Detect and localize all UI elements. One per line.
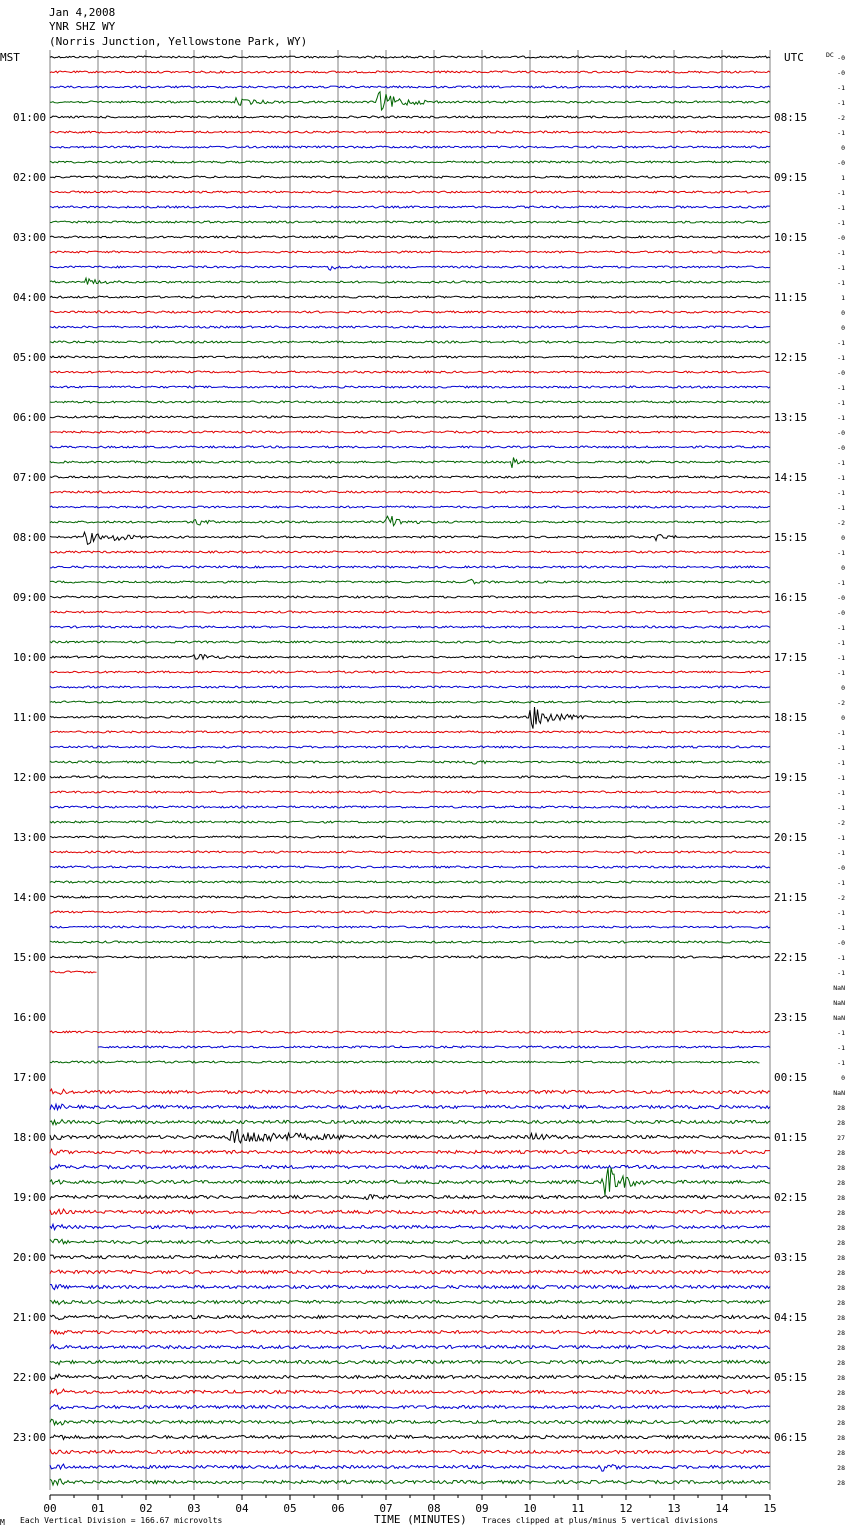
trace-group: [50, 56, 770, 1485]
mst-hour-label: 11:00: [13, 711, 47, 724]
chart-date: Jan 4,2008: [49, 6, 116, 19]
dc-value: 28: [837, 1104, 845, 1112]
dc-value: 28: [837, 1344, 845, 1352]
trace-47: [50, 761, 770, 764]
dc-value: -0: [837, 369, 845, 377]
trace-80: [50, 1255, 770, 1258]
trace-11: [50, 221, 770, 223]
trace-1: [50, 71, 770, 73]
dc-value: 0: [841, 309, 845, 317]
trace-22: [50, 386, 770, 388]
trace-92: [50, 1435, 770, 1439]
utc-hour-label: 09:15: [774, 171, 808, 184]
trace-26: [50, 446, 770, 448]
trace-85: [50, 1330, 770, 1334]
mst-hour-label: 22:00: [13, 1371, 47, 1384]
dc-value: -1: [837, 1059, 845, 1067]
trace-58: [50, 926, 770, 928]
dc-value: 28: [837, 1314, 845, 1322]
trace-67: [50, 1061, 770, 1063]
dc-value: -1: [837, 849, 845, 857]
utc-hour-label: 03:15: [774, 1251, 808, 1264]
dc-value: 28: [837, 1164, 845, 1172]
x-tick-label: 09: [475, 1502, 489, 1515]
trace-20: [50, 356, 770, 358]
mst-hour-label: 02:00: [13, 171, 47, 184]
trace-54: [50, 866, 770, 868]
mst-hour-labels: [13, 111, 46, 1444]
dc-value: -2: [837, 819, 845, 827]
trace-32: [50, 532, 770, 544]
x-tick-label: 15: [763, 1502, 777, 1515]
trace-83: [50, 1300, 770, 1304]
dc-value: -0: [837, 234, 845, 242]
dc-value: 28: [837, 1194, 845, 1202]
dc-value: 28: [837, 1479, 845, 1487]
trace-9: [50, 191, 770, 193]
mst-hour-label: 13:00: [13, 831, 47, 844]
trace-30: [50, 506, 770, 508]
mst-hour-label: 09:00: [13, 591, 47, 604]
trace-41: [50, 671, 770, 673]
trace-42: [50, 686, 770, 688]
corner-mark: M: [0, 1518, 5, 1527]
mst-hour-label: 21:00: [13, 1311, 47, 1324]
dc-value: 28: [837, 1434, 845, 1442]
trace-61: [50, 971, 770, 973]
utc-hour-label: 08:15: [774, 111, 808, 124]
utc-hour-label: 17:15: [774, 651, 808, 664]
dc-value: 1: [841, 294, 845, 302]
dc-value: -1: [837, 774, 845, 782]
x-tick-label: 03: [187, 1502, 201, 1515]
trace-44: [50, 707, 770, 729]
dc-value: -1: [837, 789, 845, 797]
x-tick-label: 08: [427, 1502, 441, 1515]
trace-10: [50, 206, 770, 208]
trace-90: [50, 1405, 770, 1410]
x-tick-label: 06: [331, 1502, 345, 1515]
dc-value: -2: [837, 699, 845, 707]
trace-86: [50, 1345, 770, 1349]
utc-hour-label: 16:15: [774, 591, 808, 604]
trace-45: [50, 731, 770, 733]
trace-94: [50, 1464, 770, 1471]
trace-28: [50, 476, 770, 478]
trace-29: [50, 491, 770, 493]
dc-value: 28: [837, 1269, 845, 1277]
trace-79: [50, 1239, 770, 1244]
trace-43: [50, 701, 770, 703]
utc-hour-label: 18:15: [774, 711, 808, 724]
dc-value: -1: [837, 669, 845, 677]
trace-4: [50, 116, 770, 118]
utc-hour-label: 10:15: [774, 231, 808, 244]
utc-hour-label: 23:15: [774, 1011, 808, 1024]
dc-value: -1: [837, 279, 845, 287]
right-axis-title: UTC: [784, 51, 804, 64]
trace-55: [50, 881, 770, 883]
trace-23: [50, 401, 770, 403]
trace-24: [50, 416, 770, 418]
trace-69: [50, 1089, 770, 1094]
trace-76: [50, 1195, 770, 1200]
trace-14: [50, 266, 770, 270]
dc-value: -2: [837, 519, 845, 527]
trace-16: [50, 296, 770, 298]
dc-value: -1: [837, 879, 845, 887]
dc-value: NaN: [833, 984, 845, 992]
vertical-division-note: Each Vertical Division = 166.67 microvolts: [20, 1516, 223, 1525]
trace-15: [50, 278, 770, 284]
trace-49: [50, 791, 770, 793]
dc-value: -1: [837, 264, 845, 272]
dc-value: -1: [837, 474, 845, 482]
dc-value: NaN: [833, 999, 845, 1007]
utc-hour-label: 01:15: [774, 1131, 808, 1144]
trace-36: [50, 596, 770, 598]
trace-53: [50, 851, 770, 853]
x-tick-label: 01: [91, 1502, 105, 1515]
trace-35: [50, 579, 770, 584]
x-tick-label: 00: [43, 1502, 57, 1515]
trace-37: [50, 611, 770, 613]
trace-40: [50, 654, 770, 659]
dc-value: 28: [837, 1239, 845, 1247]
trace-25: [50, 431, 770, 433]
trace-87: [50, 1360, 770, 1364]
dc-value: 0: [841, 684, 845, 692]
dc-value: NaN: [833, 1014, 845, 1022]
dc-value: -1: [837, 489, 845, 497]
trace-71: [50, 1120, 770, 1125]
trace-50: [50, 806, 770, 808]
dc-value: -1: [837, 339, 845, 347]
trace-39: [50, 641, 770, 643]
trace-33: [50, 551, 770, 553]
trace-60: [50, 956, 770, 958]
station-location: (Norris Junction, Yellowstone Park, WY): [49, 35, 308, 48]
dc-value: -1: [837, 624, 845, 632]
dc-value: -1: [837, 954, 845, 962]
utc-hour-label: 15:15: [774, 531, 808, 544]
trace-65: [50, 1031, 770, 1033]
dc-value: 28: [837, 1224, 845, 1232]
trace-93: [50, 1449, 770, 1454]
trace-38: [50, 626, 770, 628]
dc-value: NaN: [833, 1089, 845, 1097]
utc-hour-label: 20:15: [774, 831, 808, 844]
dc-value: 28: [837, 1389, 845, 1397]
mst-hour-label: 06:00: [13, 411, 47, 424]
dc-value: 28: [837, 1404, 845, 1412]
dc-value: 28: [837, 1299, 845, 1307]
dc-value: -1: [837, 924, 845, 932]
x-tick-label: 02: [139, 1502, 153, 1515]
dc-value: 27: [837, 1134, 845, 1142]
dc-value: 28: [837, 1179, 845, 1187]
dc-title: DC: [826, 51, 834, 59]
x-tick-label: 10: [523, 1502, 537, 1515]
trace-48: [50, 776, 770, 778]
dc-value: -1: [837, 414, 845, 422]
utc-hour-label: 02:15: [774, 1191, 808, 1204]
trace-89: [50, 1389, 770, 1394]
dc-value: -1: [837, 219, 845, 227]
dc-value: -1: [837, 99, 845, 107]
dc-value: 28: [837, 1329, 845, 1337]
trace-70: [50, 1104, 770, 1110]
utc-hour-label: 22:15: [774, 951, 808, 964]
trace-91: [50, 1419, 770, 1425]
mst-hour-label: 18:00: [13, 1131, 47, 1144]
trace-51: [50, 821, 770, 823]
dc-value: -0: [837, 864, 845, 872]
mst-hour-label: 08:00: [13, 531, 47, 544]
dc-value: 0: [841, 324, 845, 332]
utc-hour-label: 06:15: [774, 1431, 808, 1444]
trace-72: [50, 1129, 770, 1143]
dc-value: -1: [837, 1044, 845, 1052]
dc-value: -1: [837, 909, 845, 917]
station-code: YNR SHZ WY: [49, 20, 116, 33]
dc-value: -1: [837, 654, 845, 662]
trace-27: [50, 457, 770, 467]
x-tick-label: 14: [715, 1502, 729, 1515]
dc-value: 0: [841, 534, 845, 542]
mst-hour-label: 10:00: [13, 651, 47, 664]
trace-5: [50, 131, 770, 133]
dc-value: -1: [837, 204, 845, 212]
trace-57: [50, 911, 770, 913]
x-tick-label: 11: [571, 1502, 585, 1515]
trace-84: [50, 1315, 770, 1319]
dc-value: -1: [837, 549, 845, 557]
dc-value: -1: [837, 249, 845, 257]
utc-hour-label: 00:15: [774, 1071, 808, 1084]
dc-value: -1: [837, 969, 845, 977]
trace-31: [50, 516, 770, 526]
x-axis-title: TIME (MINUTES): [374, 1513, 467, 1526]
trace-46: [50, 746, 770, 748]
trace-2: [50, 86, 770, 88]
dc-value: -1: [837, 639, 845, 647]
trace-59: [50, 941, 770, 943]
trace-77: [50, 1209, 770, 1214]
trace-6: [50, 146, 770, 148]
trace-95: [50, 1479, 770, 1485]
dc-value: 28: [837, 1464, 845, 1472]
dc-offset-labels: [833, 54, 845, 1487]
mst-hour-label: 23:00: [13, 1431, 47, 1444]
dc-value: 0: [841, 144, 845, 152]
trace-75: [50, 1168, 770, 1196]
dc-value: 0: [841, 1074, 845, 1082]
trace-73: [50, 1149, 770, 1155]
mst-hour-label: 17:00: [13, 1071, 47, 1084]
mst-hour-label: 15:00: [13, 951, 47, 964]
trace-7: [50, 161, 770, 163]
dc-value: -1: [837, 354, 845, 362]
mst-hour-label: 04:00: [13, 291, 47, 304]
trace-56: [50, 896, 770, 898]
mst-hour-label: 14:00: [13, 891, 47, 904]
dc-value: 28: [837, 1149, 845, 1157]
trace-18: [50, 326, 770, 328]
trace-8: [50, 176, 770, 178]
trace-81: [50, 1270, 770, 1274]
dc-value: -0: [837, 609, 845, 617]
trace-88: [50, 1374, 770, 1379]
dc-value: -1: [837, 189, 845, 197]
dc-value: -0: [837, 429, 845, 437]
trace-12: [50, 236, 770, 238]
utc-hour-label: 11:15: [774, 291, 808, 304]
trace-0: [50, 56, 770, 58]
dc-value: -0: [837, 444, 845, 452]
dc-value: -1: [837, 759, 845, 767]
utc-hour-label: 13:15: [774, 411, 808, 424]
dc-value: -1: [837, 384, 845, 392]
x-tick-label: 07: [379, 1502, 393, 1515]
dc-value: -1: [837, 504, 845, 512]
dc-value: -1: [837, 84, 845, 92]
dc-value: -1: [837, 834, 845, 842]
x-tick-label: 04: [235, 1502, 249, 1515]
dc-value: 0: [841, 714, 845, 722]
dc-value: -2: [837, 894, 845, 902]
trace-82: [50, 1285, 770, 1290]
dc-value: 28: [837, 1449, 845, 1457]
utc-hour-label: 21:15: [774, 891, 808, 904]
x-tick-label: 05: [283, 1502, 297, 1515]
utc-hour-label: 05:15: [774, 1371, 808, 1384]
dc-value: -1: [837, 744, 845, 752]
x-tick-label: 13: [667, 1502, 681, 1515]
trace-52: [50, 836, 770, 838]
trace-78: [50, 1224, 770, 1230]
mst-hour-label: 07:00: [13, 471, 47, 484]
mst-hour-label: 19:00: [13, 1191, 47, 1204]
x-tick-label: 12: [619, 1502, 633, 1515]
mst-hour-label: 12:00: [13, 771, 47, 784]
dc-value: -1: [837, 579, 845, 587]
mst-hour-label: 03:00: [13, 231, 47, 244]
dc-value: -1: [837, 129, 845, 137]
dc-value: -1: [837, 729, 845, 737]
dc-value: 28: [837, 1209, 845, 1217]
dc-value: -0: [837, 54, 845, 62]
mst-hour-label: 05:00: [13, 351, 47, 364]
trace-34: [50, 566, 770, 568]
trace-21: [50, 371, 770, 373]
trace-17: [50, 311, 770, 313]
mst-hour-label: 01:00: [13, 111, 47, 124]
dc-value: 28: [837, 1254, 845, 1262]
dc-value: -1: [837, 804, 845, 812]
dc-value: -0: [837, 159, 845, 167]
trace-19: [50, 341, 770, 343]
dc-value: -2: [837, 114, 845, 122]
dc-value: -0: [837, 594, 845, 602]
utc-hour-label: 12:15: [774, 351, 808, 364]
x-axis: [43, 1495, 776, 1515]
dc-value: -0: [837, 939, 845, 947]
dc-value: 28: [837, 1359, 845, 1367]
dc-value: 1: [841, 174, 845, 182]
utc-hour-label: 04:15: [774, 1311, 808, 1324]
dc-value: 28: [837, 1374, 845, 1382]
mst-hour-label: 16:00: [13, 1011, 47, 1024]
utc-hour-label: 19:15: [774, 771, 808, 784]
dc-value: 28: [837, 1119, 845, 1127]
dc-value: 0: [841, 564, 845, 572]
trace-13: [50, 251, 770, 253]
clip-note: Traces clipped at plus/minus 5 vertical divisions: [482, 1516, 719, 1525]
dc-value: 28: [837, 1284, 845, 1292]
utc-hour-labels: [774, 111, 807, 1444]
mst-hour-label: 20:00: [13, 1251, 47, 1264]
left-axis-title: MST: [0, 51, 20, 64]
trace-3: [50, 92, 770, 110]
trace-74: [50, 1164, 770, 1169]
dc-value: -0: [837, 69, 845, 77]
dc-value: -1: [837, 459, 845, 467]
dc-value: -1: [837, 399, 845, 407]
dc-value: -1: [837, 1029, 845, 1037]
dc-value: 28: [837, 1419, 845, 1427]
utc-hour-label: 14:15: [774, 471, 808, 484]
